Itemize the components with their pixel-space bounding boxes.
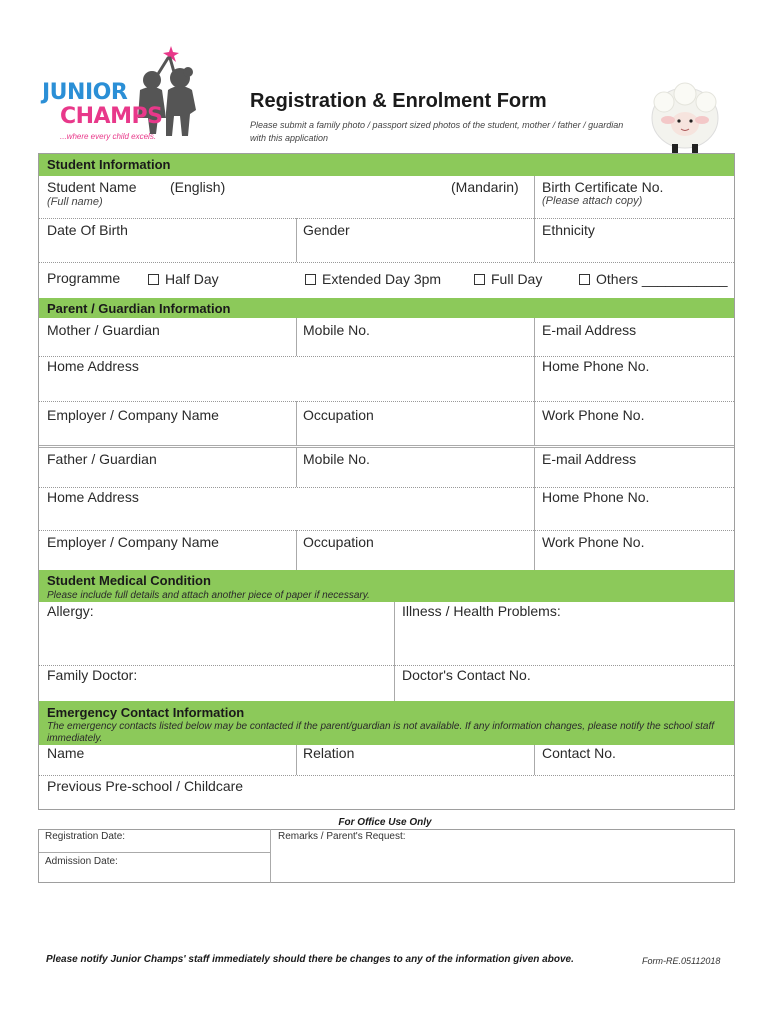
illness-label[interactable]: Illness / Health Problems: [402,603,561,619]
emergency-name-label[interactable]: Name [47,745,85,761]
father-occupation-label[interactable]: Occupation [303,534,374,550]
form-subtitle: Please submit a family photo / passport sized photos of the student, mother / father / guardian with this application [250,120,624,143]
divider [296,745,297,775]
divider [534,745,535,775]
medical-note: Please include full details and attach another piece of paper if necessary. [47,590,370,601]
father-mobile-label[interactable]: Mobile No. [303,451,370,467]
checkbox-icon [579,274,590,285]
divider [534,487,535,530]
attach-copy-note: (Please attach copy) [542,195,643,207]
junior-champs-logo [40,44,210,148]
divider [534,530,535,570]
divider [534,447,535,487]
divider [534,176,535,218]
emergency-contact-label[interactable]: Contact No. [542,745,616,761]
option-label: Extended Day 3pm [322,271,442,287]
student-info-title: Student Information [47,157,171,172]
divider [534,356,535,401]
row-divider [39,852,270,853]
divider [534,218,535,262]
mandarin-name-label[interactable]: (Mandarin) [451,179,519,195]
remarks-label[interactable]: Remarks / Parent's Request: [278,831,406,842]
divider [534,318,535,356]
mother-mobile-label[interactable]: Mobile No. [303,322,370,338]
divider [394,602,395,701]
mother-label[interactable]: Mother / Guardian [47,322,160,338]
row-divider [39,218,734,219]
father-home-address-label[interactable]: Home Address [47,489,139,505]
mother-home-address-label[interactable]: Home Address [47,358,139,374]
student-name-label: Student Name [47,179,137,195]
father-work-phone-label[interactable]: Work Phone No. [542,534,645,550]
doctor-contact-label[interactable]: Doctor's Contact No. [402,667,531,683]
medical-title: Student Medical Condition [47,573,211,588]
divider [296,401,297,445]
programme-others-checkbox[interactable] [579,271,728,287]
mother-work-phone-label[interactable]: Work Phone No. [542,407,645,423]
programme-extended-day-checkbox[interactable] [305,271,441,287]
option-label: Half Day [165,271,219,287]
allergy-label[interactable]: Allergy: [47,603,94,619]
mother-occupation-label[interactable]: Occupation [303,407,374,423]
footer-notice: Please notify Junior Champs' staff immediately should there be changes to any of the information given above. [46,954,574,965]
logo-word-champs: CHAMPS [60,104,163,129]
mother-home-phone-label[interactable]: Home Phone No. [542,358,650,374]
father-employer-label[interactable]: Employer / Company Name [47,534,219,550]
divider [296,218,297,262]
sheep-mascot-image [650,82,720,154]
family-doctor-label[interactable]: Family Doctor: [47,667,138,683]
option-label: Others ___________ [596,271,728,287]
divider [270,829,271,883]
registration-date-label[interactable]: Registration Date: [45,831,126,842]
logo-tagline: ...where every child excels. [60,132,157,141]
full-name-note: (Full name) [47,196,103,208]
previous-preschool-label[interactable]: Previous Pre-school / Childcare [47,778,244,794]
father-home-phone-label[interactable]: Home Phone No. [542,489,650,505]
row-divider [39,447,734,448]
mother-employer-label[interactable]: Employer / Company Name [47,407,219,423]
row-divider [39,530,734,531]
emergency-relation-label[interactable]: Relation [303,745,355,761]
row-divider [39,445,734,446]
row-divider [39,775,734,776]
row-divider [39,262,734,263]
programme-label: Programme [47,270,121,286]
divider [534,401,535,445]
office-use-title: For Office Use Only [338,817,432,828]
programme-full-day-checkbox[interactable] [474,271,542,287]
row-divider [39,401,734,402]
parent-info-title: Parent / Guardian Information [47,301,231,316]
english-name-label[interactable]: (English) [170,179,226,195]
divider [296,318,297,356]
dob-label[interactable]: Date Of Birth [47,222,128,238]
programme-half-day-checkbox[interactable] [148,271,219,287]
mother-email-label[interactable]: E-mail Address [542,322,637,338]
father-email-label[interactable]: E-mail Address [542,451,637,467]
birth-cert-label[interactable]: Birth Certificate No. [542,179,664,195]
row-divider [39,487,734,488]
option-label: Full Day [491,271,543,287]
ethnicity-label[interactable]: Ethnicity [542,222,595,238]
form-title: Registration & Enrolment Form [250,90,547,112]
emergency-title: Emergency Contact Information [47,705,245,720]
logo-word-junior: JUNIOR [42,80,128,105]
row-divider [39,665,734,666]
father-label[interactable]: Father / Guardian [47,451,157,467]
checkbox-icon [305,274,316,285]
divider [296,530,297,570]
checkbox-icon [148,274,159,285]
row-divider [39,356,734,357]
divider [296,447,297,487]
emergency-note: The emergency contacts listed below may be contacted if the parent/guardian is not available. If any information changes, please notify the school staff immediately. [47,721,715,744]
checkbox-icon [474,274,485,285]
form-code: Form-RE.05112018 [642,956,721,966]
gender-label[interactable]: Gender [303,222,350,238]
admission-date-label[interactable]: Admission Date: [45,856,118,867]
